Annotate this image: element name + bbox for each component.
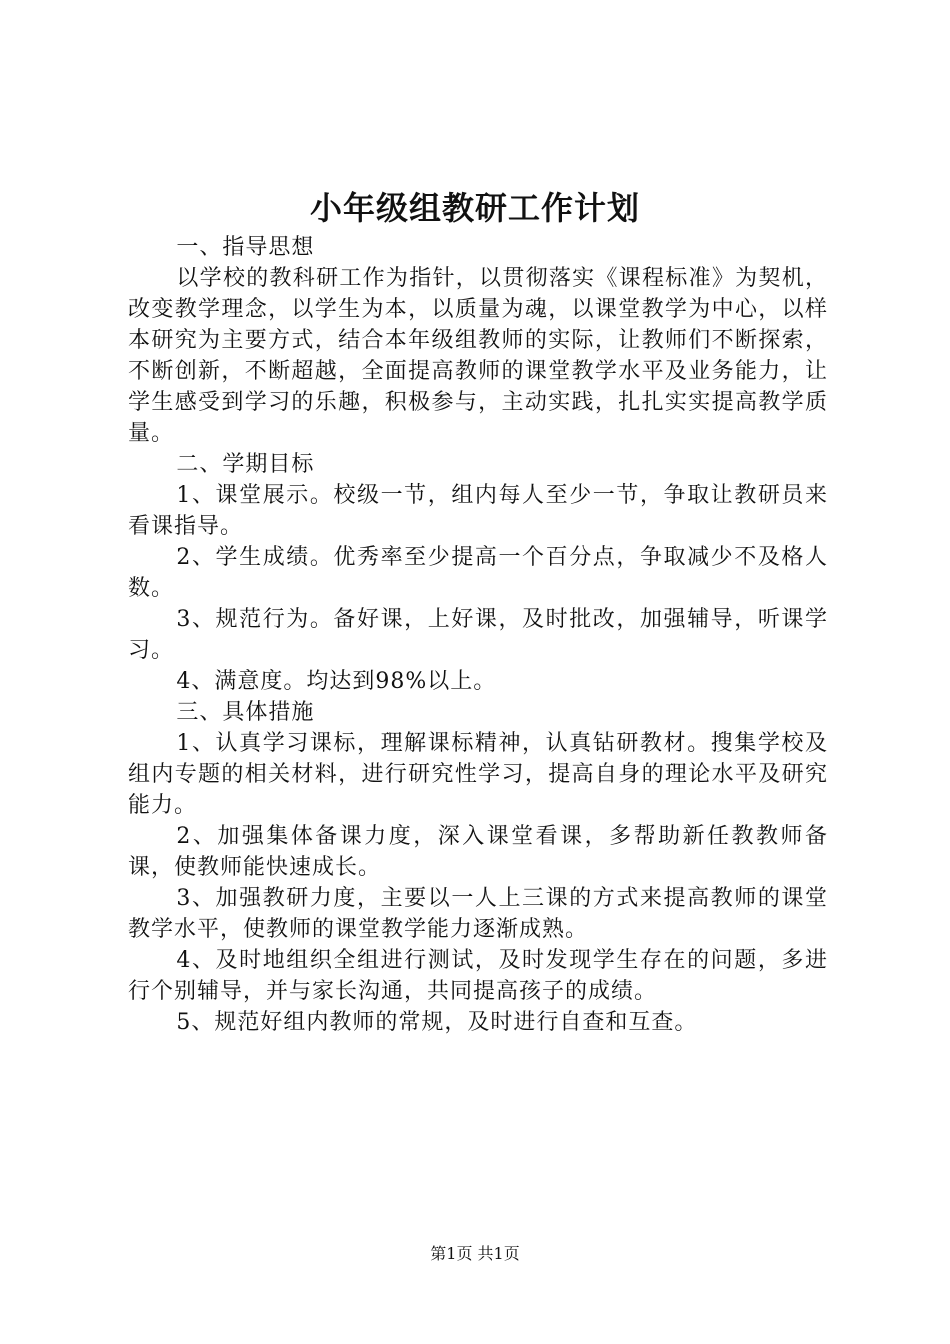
paragraph-goal-4: 4、满意度。均达到98%以上。 <box>176 669 497 694</box>
paragraph-goal-2: 2、学生成绩。优秀率至少提高一个百分点，争取减少不及格人数。 <box>128 545 828 601</box>
section-heading-semester-goals: 二、学期目标 <box>176 452 315 477</box>
section-heading-measures: 三、具体措施 <box>176 700 315 725</box>
paragraph-guiding-ideology: 以学校的教科研工作为指针，以贯彻落实《课程标准》为契机，改变教学理念，以学生为本，以质量为魂，以课堂教学为中心，以样本研究为主要方式，结合本年级组教师的实际，让教师们不断探索，不断创新，不断超越，全面提高教师的课堂教学水平及业务能力，让学生感受到学习的乐趣，积极参与，主动实践，扎扎实实提高教学质量。 <box>128 266 828 446</box>
page-number-footer: 第1页 共1页 <box>430 1244 520 1263</box>
paragraph-goal-3: 3、规范行为。备好课，上好课，及时批改，加强辅导，听课学习。 <box>128 607 828 663</box>
paragraph-measure-1: 1、认真学习课标，理解课标精神，认真钻研教材。搜集学校及组内专题的相关材料，进行研究性学习，提高自身的理论水平及研究能力。 <box>128 731 828 818</box>
paragraph-goal-1: 1、课堂展示。校级一节，组内每人至少一节，争取让教研员来看课指导。 <box>128 483 828 539</box>
section-heading-guiding-ideology: 一、指导思想 <box>176 235 315 260</box>
document-body <box>128 232 828 1038</box>
paragraph-measure-2: 2、加强集体备课力度，深入课堂看课，多帮助新任教教师备课，使教师能快速成长。 <box>128 824 828 880</box>
paragraph-measure-3: 3、加强教研力度，主要以一人上三课的方式来提高教师的课堂教学水平，使教师的课堂教学能力逐渐成熟。 <box>128 886 828 942</box>
document-title: 小年级组教研工作计划 <box>309 189 640 227</box>
paragraph-measure-4: 4、及时地组织全组进行测试，及时发现学生存在的问题，多进行个别辅导，并与家长沟通，共同提高孩子的成绩。 <box>128 948 828 1004</box>
paragraph-measure-5: 5、规范好组内教师的常规，及时进行自查和互查。 <box>176 1010 698 1035</box>
